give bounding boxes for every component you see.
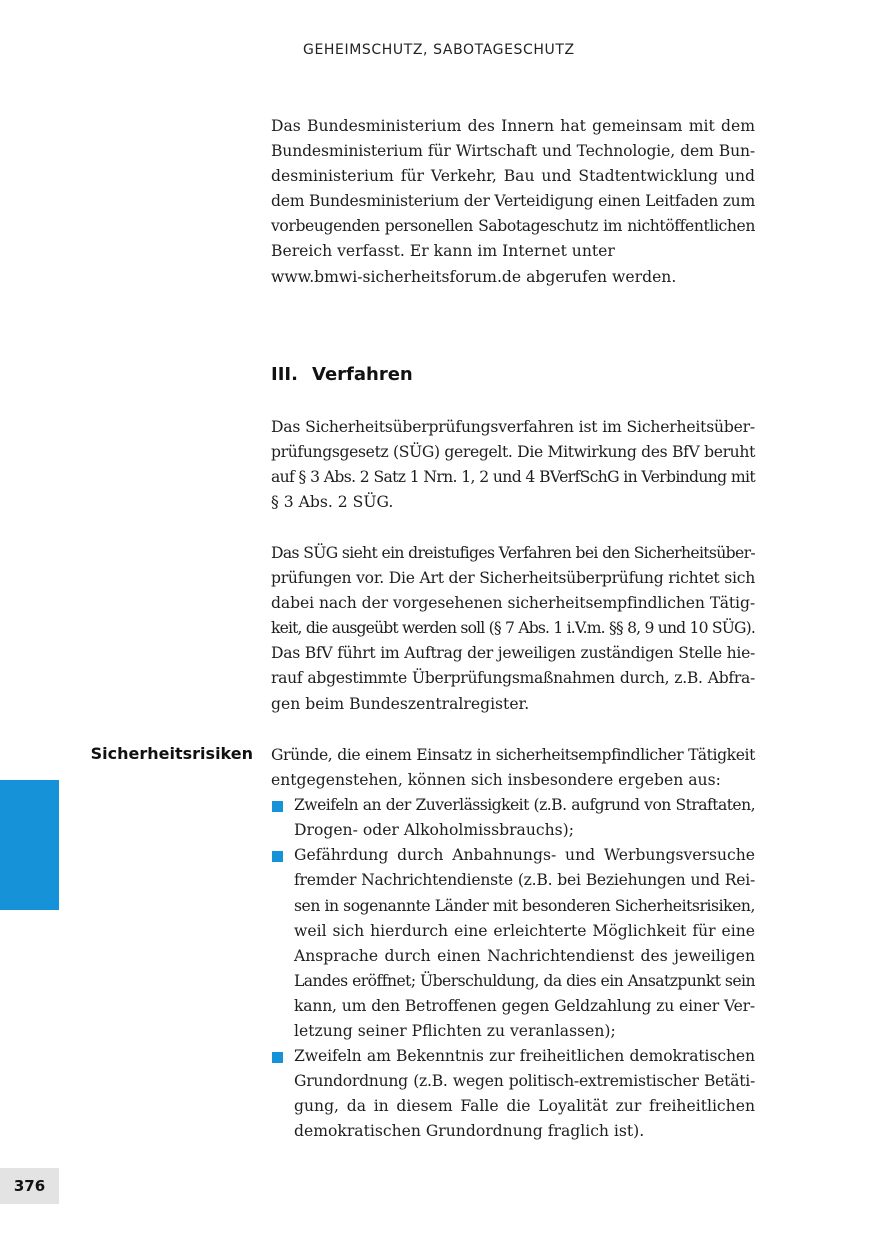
paragraph-line: auf § 3 Abs. 2 Satz 1 Nrn. 1, 2 und 4 BVerfSchG in Verbindung mit (271, 468, 755, 487)
bullet-line: fremder Nachrichtendienste (z.B. bei Beziehungen und Rei- (294, 871, 755, 890)
risks-block (271, 743, 755, 1145)
paragraph-1-block (271, 415, 755, 515)
bullet-line: sen in sogenannte Länder mit besonderen Sicherheitsrisiken, (294, 896, 755, 915)
intro-paragraph (271, 114, 755, 290)
paragraph-line: gen beim Bundeszentralregister. (271, 694, 530, 713)
intro-paragraph-block (271, 114, 755, 290)
bullet-line: Gefährdung durch Anbahnungs- und Werbungsversuche (294, 846, 755, 865)
bullet-line: weil sich hierdurch eine erleichterte Möglichkeit für eine (294, 921, 755, 940)
square-bullet-icon (272, 851, 283, 862)
paragraph-line: keit, die ausgeübt werden soll (§ 7 Abs. 1 i.V.m. §§ 8, 9 und 10 SÜG). (271, 619, 755, 638)
page-number: 376 (0, 1168, 59, 1204)
section-heading (271, 364, 413, 385)
list-item (271, 843, 755, 1044)
bullet-line: gung, da in diesem Falle die Loyalität zur freiheitlichen (294, 1097, 755, 1116)
bullet-line: Drogen- oder Alkoholmissbrauchs); (294, 821, 575, 840)
paragraph-line: Das Bundesministerium des Innern hat gemeinsam mit dem (271, 117, 755, 135)
paragraph-line: Das Sicherheitsüberprüfungsverfahren ist im Sicherheitsüber- (271, 418, 755, 436)
paragraph-line: Das SÜG sieht ein dreistufiges Verfahren bei den Sicherheitsüber- (271, 544, 755, 562)
paragraph-line: § 3 Abs. 2 SÜG. (271, 493, 394, 512)
paragraph-2-block (271, 541, 755, 717)
paragraph-line: desministerium für Verkehr, Bau und Stadtentwicklung und (271, 167, 755, 186)
section-title: Verfahren (312, 364, 413, 385)
paragraph-line: vorbeugenden personellen Sabotageschutz im nichtöffentlichen (271, 217, 755, 236)
bullet-line: kann, um den Betroffenen gegen Geldzahlung zu einer Ver- (294, 996, 755, 1015)
risks-bullet-list (271, 793, 755, 1144)
paragraph-line: Bundesministerium für Wirtschaft und Technologie, dem Bun- (271, 142, 755, 161)
bullet-line: Landes eröffnet; Überschuldung, da dies ein Ansatzpunkt sein (294, 971, 755, 990)
paragraph-line: prüfungsgesetz (SÜG) geregelt. Die Mitwirkung des BfV beruht (271, 443, 755, 462)
bullet-line: demokratischen Grundordnung fraglich ist). (294, 1122, 645, 1141)
paragraph-1 (271, 415, 755, 515)
margin-label-sicherheitsrisiken: Sicherheitsrisiken (90, 744, 253, 763)
paragraph-line: www.bmwi-sicherheitsforum.de abgerufen werden. (271, 267, 677, 286)
bullet-line: Zweifeln an der Zuverlässigkeit (z.B. aufgrund von Straftaten, (294, 796, 755, 815)
paragraph-line: entgegenstehen, können sich insbesondere ergeben aus: (271, 771, 721, 790)
list-item (271, 1044, 755, 1144)
section-number: III. (271, 364, 298, 385)
square-bullet-icon (272, 1052, 283, 1063)
running-header: GEHEIMSCHUTZ, SABOTAGESCHUTZ (303, 42, 575, 58)
bullet-line: letzung seiner Pflichten zu veranlassen); (294, 1022, 616, 1041)
bullet-line: Zweifeln am Bekenntnis zur freiheitlichen demokratischen (294, 1047, 755, 1066)
bullet-line: Grundordnung (z.B. wegen politisch-extremistischer Betäti- (294, 1072, 755, 1091)
bullet-line: Ansprache durch einen Nachrichtendienst des jeweiligen (294, 946, 755, 965)
square-bullet-icon (272, 801, 283, 812)
chapter-side-tab (0, 780, 59, 910)
paragraph-line: Gründe, die einem Einsatz in sicherheitsempfindlicher Tätigkeit (271, 746, 755, 764)
paragraph-line: dem Bundesministerium der Verteidigung einen Leitfaden zum (271, 192, 755, 211)
paragraph-line: dabei nach der vorgesehenen sicherheitsempfindlichen Tätig- (271, 594, 755, 613)
risks-intro (271, 743, 755, 793)
paragraph-line: Bereich verfasst. Er kann im Internet unter (271, 242, 615, 261)
list-item (271, 793, 755, 843)
paragraph-line: Das BfV führt im Auftrag der jeweiligen zuständigen Stelle hie- (271, 644, 755, 663)
paragraph-line: rauf abgestimmte Überprüfungsmaßnahmen durch, z.B. Abfra- (271, 669, 755, 688)
paragraph-line: prüfungen vor. Die Art der Sicherheitsüberprüfung richtet sich (271, 569, 755, 588)
paragraph-2 (271, 541, 755, 717)
